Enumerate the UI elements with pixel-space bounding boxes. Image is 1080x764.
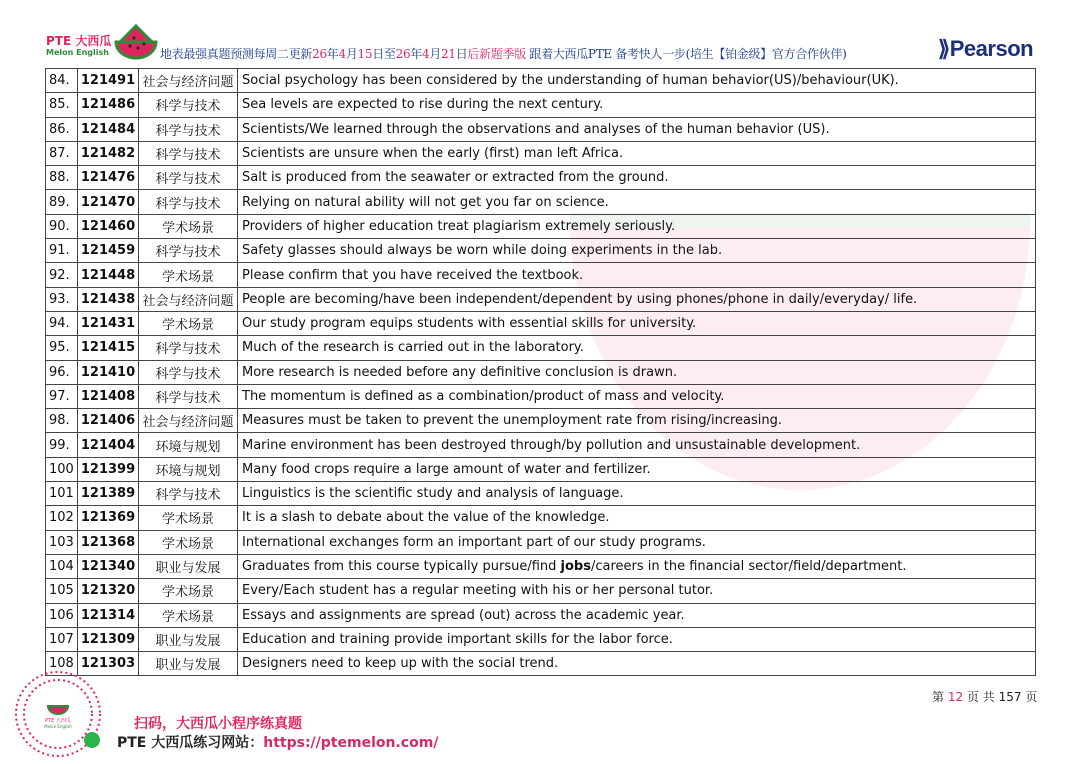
row-number: 104	[46, 554, 78, 578]
question-id: 121404	[78, 433, 139, 457]
question-id: 121438	[78, 287, 139, 311]
table-row	[46, 166, 1036, 190]
question-id: 121406	[78, 409, 139, 433]
category: 学术场景	[139, 214, 238, 238]
table-row	[46, 263, 1036, 287]
scan-prompt: 扫码，大西瓜小程序练真题	[134, 716, 302, 732]
sentence: It is a slash to debate about the value of the knowledge.	[238, 506, 1036, 530]
table-row	[46, 287, 1036, 311]
site-url-link[interactable]: https://ptemelon.com/	[263, 735, 439, 751]
table-row	[46, 141, 1036, 165]
question-id: 121303	[78, 652, 139, 676]
category: 科学与技术	[139, 384, 238, 408]
table-row	[46, 482, 1036, 506]
qr-logo-subtitle: Melon English	[44, 724, 72, 729]
row-number: 97.	[46, 384, 78, 408]
sentence: International exchanges form an important part of our study programs.	[238, 530, 1036, 554]
question-id: 121309	[78, 627, 139, 651]
table-row	[46, 336, 1036, 360]
pearson-logo: ⟫Pearson	[938, 36, 1034, 61]
row-number: 96.	[46, 360, 78, 384]
table-row	[46, 554, 1036, 578]
category: 学术场景	[139, 530, 238, 554]
question-id: 121399	[78, 457, 139, 481]
logo-title: PTE 大西瓜	[46, 34, 112, 48]
category: 社会与经济问题	[139, 409, 238, 433]
category: 学术场景	[139, 579, 238, 603]
category: 职业与发展	[139, 652, 238, 676]
sentence: Scientists/We learned through the observations and analyses of the human behavior (US).	[238, 117, 1036, 141]
sentence: Safety glasses should always be worn while doing experiments in the lab.	[238, 239, 1036, 263]
question-id: 121470	[78, 190, 139, 214]
sentence: Social psychology has been considered by the understanding of human behavior(US)/behaviour(UK).	[238, 69, 1036, 93]
question-id: 121368	[78, 530, 139, 554]
row-number: 98.	[46, 409, 78, 433]
sentence: Marine environment has been destroyed through/by pollution and unsustainable development.	[238, 433, 1036, 457]
row-number: 102	[46, 506, 78, 530]
row-number: 99.	[46, 433, 78, 457]
row-number: 86.	[46, 117, 78, 141]
sentence: Our study program equips students with essential skills for university.	[238, 311, 1036, 335]
question-id: 121486	[78, 93, 139, 117]
row-number: 108	[46, 652, 78, 676]
row-number: 92.	[46, 263, 78, 287]
row-number: 107	[46, 627, 78, 651]
row-number: 94.	[46, 311, 78, 335]
table-row	[46, 579, 1036, 603]
question-id: 121482	[78, 141, 139, 165]
question-id: 121491	[78, 69, 139, 93]
question-id: 121459	[78, 239, 139, 263]
sentence: Salt is produced from the seawater or extracted from the ground.	[238, 166, 1036, 190]
site-line: PTE 大西瓜练习网站：https://ptemelon.com/	[117, 735, 439, 751]
row-number: 85.	[46, 93, 78, 117]
sentence: Education and training provide important skills for the labor force.	[238, 627, 1036, 651]
table-row	[46, 627, 1036, 651]
qr-code-icon[interactable]	[10, 668, 106, 760]
sentence: Essays and assignments are spread (out) across the academic year.	[238, 603, 1036, 627]
page-number: 第 12 页 共 157 页	[932, 690, 1038, 704]
question-id: 121314	[78, 603, 139, 627]
sentence: Sea levels are expected to rise during the next century.	[238, 93, 1036, 117]
category: 学术场景	[139, 311, 238, 335]
category: 环境与规划	[139, 457, 238, 481]
row-number: 87.	[46, 141, 78, 165]
sentence: The momentum is defined as a combination/product of mass and velocity.	[238, 384, 1036, 408]
logo-subtitle: Melon English	[46, 48, 109, 57]
category: 社会与经济问题	[139, 287, 238, 311]
sentence: Graduates from this course typically pursue/find jobs/careers in the financial sector/field/department.	[238, 554, 1036, 578]
category: 科学与技术	[139, 336, 238, 360]
qr-logo-title: PTE 大西瓜	[45, 718, 71, 724]
category: 科学与技术	[139, 360, 238, 384]
sentence: Scientists are unsure when the early (first) man left Africa.	[238, 141, 1036, 165]
sentence: More research is needed before any definitive conclusion is drawn.	[238, 360, 1036, 384]
question-id: 121369	[78, 506, 139, 530]
question-id: 121484	[78, 117, 139, 141]
category: 职业与发展	[139, 554, 238, 578]
question-id: 121340	[78, 554, 139, 578]
table-row	[46, 214, 1036, 238]
table-row	[46, 239, 1036, 263]
row-number: 101	[46, 482, 78, 506]
category: 学术场景	[139, 263, 238, 287]
sentence: People are becoming/have been independent/dependent by using phones/phone in daily/everyday/ life.	[238, 287, 1036, 311]
question-id: 121389	[78, 482, 139, 506]
table-row	[46, 433, 1036, 457]
question-id: 121476	[78, 166, 139, 190]
category: 科学与技术	[139, 239, 238, 263]
category: 学术场景	[139, 506, 238, 530]
category: 科学与技术	[139, 93, 238, 117]
table-row	[46, 69, 1036, 93]
table-row	[46, 530, 1036, 554]
category: 学术场景	[139, 603, 238, 627]
row-number: 88.	[46, 166, 78, 190]
table-row	[46, 190, 1036, 214]
category: 社会与经济问题	[139, 69, 238, 93]
row-number: 90.	[46, 214, 78, 238]
row-number: 89.	[46, 190, 78, 214]
header-banner-text: 地表最强真题预测每周二更新26年4月15日至26年4月21日后新题季版 跟着大西瓜PTE 备考快人一步(培生【铂金级】官方合作伙伴)	[160, 47, 847, 61]
question-id: 121320	[78, 579, 139, 603]
sentence: Many food crops require a large amount of water and fertilizer.	[238, 457, 1036, 481]
sentence: Linguistics is the scientific study and analysis of language.	[238, 482, 1036, 506]
table-row	[46, 311, 1036, 335]
table-row	[46, 409, 1036, 433]
sentence: Providers of higher education treat plagiarism extremely seriously.	[238, 214, 1036, 238]
question-id: 121431	[78, 311, 139, 335]
sentence: Relying on natural ability will not get you far on science.	[238, 190, 1036, 214]
sentence: Please confirm that you have received the textbook.	[238, 263, 1036, 287]
question-id: 121448	[78, 263, 139, 287]
table-row	[46, 117, 1036, 141]
row-number: 105	[46, 579, 78, 603]
row-number: 100	[46, 457, 78, 481]
category: 职业与发展	[139, 627, 238, 651]
table-row	[46, 652, 1036, 676]
table-row	[46, 506, 1036, 530]
pearson-mark-icon: ⟫	[938, 36, 950, 61]
category: 科学与技术	[139, 117, 238, 141]
table-row	[46, 457, 1036, 481]
category: 科学与技术	[139, 482, 238, 506]
category: 科学与技术	[139, 166, 238, 190]
table-row	[46, 93, 1036, 117]
row-number: 84.	[46, 69, 78, 93]
row-number: 91.	[46, 239, 78, 263]
sentence: Much of the research is carried out in the laboratory.	[238, 336, 1036, 360]
question-table	[45, 68, 1036, 676]
row-number: 103	[46, 530, 78, 554]
question-id: 121460	[78, 214, 139, 238]
question-id: 121415	[78, 336, 139, 360]
category: 科学与技术	[139, 190, 238, 214]
table-row	[46, 360, 1036, 384]
row-number: 106	[46, 603, 78, 627]
category: 科学与技术	[139, 141, 238, 165]
question-id: 121410	[78, 360, 139, 384]
table-row	[46, 603, 1036, 627]
sentence: Every/Each student has a regular meeting with his or her personal tutor.	[238, 579, 1036, 603]
brand-logo	[44, 24, 162, 64]
table-row	[46, 384, 1036, 408]
sentence: Designers need to keep up with the social trend.	[238, 652, 1036, 676]
watermelon-icon	[114, 24, 158, 60]
row-number: 93.	[46, 287, 78, 311]
question-id: 121408	[78, 384, 139, 408]
category: 环境与规划	[139, 433, 238, 457]
row-number: 95.	[46, 336, 78, 360]
sentence: Measures must be taken to prevent the unemployment rate from rising/increasing.	[238, 409, 1036, 433]
